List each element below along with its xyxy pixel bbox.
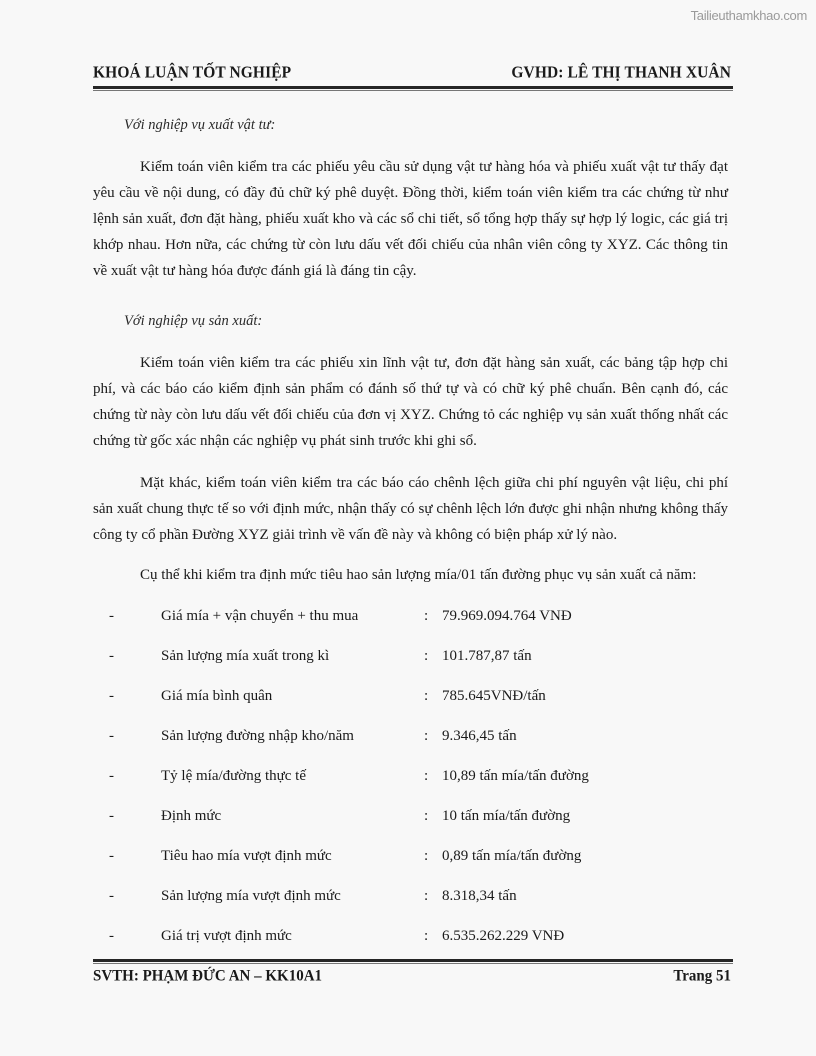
paragraph: Mặt khác, kiểm toán viên kiểm tra các báo cáo chênh lệch giữa chi phí nguyên vật liệu, chi phí sản xuất chung thực tế so với định mức, nhận thấy có sự chênh lệch lớn được ghi nhận nhưng không thấy công ty cổ phần Đường XYZ giải trình về vấn đề này và không có biện pháp xử lý nào. bbox=[93, 475, 728, 543]
footer-rule bbox=[93, 959, 733, 962]
list-item: - Giá mía + vận chuyển + thu mua : 79.969.094.764 VNĐ bbox=[109, 608, 572, 624]
paragraph: Kiểm toán viên kiểm tra các phiếu yêu cầu sử dụng vật tư hàng hóa và phiếu xuất vật tư thấy đạt yêu cầu về nội dung, có đầy đủ chữ ký phê duyệt. Đồng thời, kiểm toán viên kiểm tra các chứng từ như lệnh sản xuất, đơn đặt hàng, phiếu xuất kho và các sổ chi tiết, sổ tổng hợp thấy sự hợp lý logic, các giá trị khớp nhau. Hơn nữa, các chứng từ còn lưu dấu vết đối chiếu của nhân viên công ty XYZ. Các thông tin về xuất vật tư hàng hóa được đánh giá là đáng tin cậy. bbox=[93, 159, 728, 279]
page-number: Trang 51 bbox=[673, 967, 731, 985]
page-footer bbox=[93, 967, 731, 985]
header-rule bbox=[93, 86, 733, 89]
paragraph: Cụ thể khi kiểm tra định mức tiêu hao sản lượng mía/01 tấn đường phục vụ sản xuất cả năm: bbox=[140, 567, 697, 583]
footer-student: SVTH: PHẠM ĐỨC AN – KK10A1 bbox=[93, 967, 323, 985]
subheading-production: Với nghiệp vụ sản xuất: bbox=[124, 313, 263, 329]
list-item: - Tỷ lệ mía/đường thực tế : 10,89 tấn mía/tấn đường bbox=[109, 768, 589, 784]
list-item: - Giá mía bình quân : 785.645VNĐ/tấn bbox=[109, 688, 546, 704]
cost-norm-list bbox=[55, 596, 728, 956]
list-item: - Tiêu hao mía vượt định mức : 0,89 tấn mía/tấn đường bbox=[109, 848, 582, 864]
page-header bbox=[93, 63, 731, 82]
header-rule-thin bbox=[93, 90, 733, 91]
footer-rule-thin bbox=[93, 963, 733, 964]
page-body bbox=[93, 112, 728, 956]
list-item: - Sản lượng mía vượt định mức : 8.318,34 tấn bbox=[109, 888, 517, 904]
list-item: - Sản lượng đường nhập kho/năm : 9.346,45 tấn bbox=[109, 728, 517, 744]
list-item: - Giá trị vượt định mức : 6.535.262.229 VNĐ bbox=[109, 928, 565, 944]
list-item: - Định mức : 10 tấn mía/tấn đường bbox=[109, 808, 571, 824]
header-advisor: GVHD: LÊ THỊ THANH XUÂN bbox=[511, 63, 731, 82]
paragraph: Kiểm toán viên kiểm tra các phiếu xin lĩnh vật tư, đơn đặt hàng sản xuất, các bảng tập hợp chi phí, và các báo cáo kiểm định sản phẩm có đánh số thứ tự và có chữ ký phê chuẩn. Bên cạnh đó, các chứng từ này còn lưu dấu vết đối chiếu của đơn vị XYZ. Chứng tỏ các nghiệp vụ sản xuất thống nhất các chứng từ gốc xác nhận các nghiệp vụ phát sinh trước khi ghi sổ. bbox=[93, 355, 728, 449]
list-item: - Sản lượng mía xuất trong kì : 101.787,87 tấn bbox=[109, 648, 532, 664]
watermark: Tailieuthamkhao.com bbox=[690, 8, 807, 23]
header-thesis-title: KHOÁ LUẬN TỐT NGHIỆP bbox=[93, 63, 292, 82]
subheading-material-issue: Với nghiệp vụ xuất vật tư: bbox=[124, 117, 276, 133]
